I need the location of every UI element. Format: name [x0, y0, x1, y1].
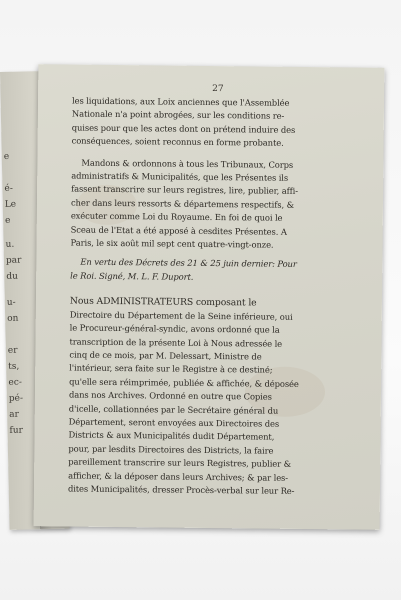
page-number: 27 [212, 84, 224, 95]
left-page-fragment: Le [4, 199, 17, 210]
text-line: Sceau de l'Etat a été apposé à cesdites Présentes. A [70, 224, 287, 237]
text-line: cher dans leurs ressorts & départemens respectifs, & [70, 197, 295, 210]
text-line: administratifs & Municipalités, que les Présentes ils [71, 170, 289, 183]
text-line: le Procureur-général-syndic, avons ordonné que la [69, 322, 280, 335]
paragraph-mandons [70, 156, 354, 253]
text-line: dans nos Archives. Ordonné en outre que Copies [68, 389, 272, 402]
left-page-fragment: on [7, 313, 19, 324]
left-page-fragment: e [5, 215, 11, 226]
paragraph-liquidations [72, 95, 356, 152]
text-line: pour, par lesdits Directoires des Districts, la faire [68, 443, 274, 456]
text-line: En vertu des Décrets des 21 & 25 juin dernier: Pour [80, 257, 297, 270]
left-page-fragment: u- [6, 297, 16, 308]
text-line: Paris, le six août mil sept cent quatre-vingt-onze. [70, 237, 274, 250]
text-line: quises pour que les actes dont on prétend induire des [71, 122, 296, 135]
paragraph-administrateurs [68, 295, 353, 499]
left-page-fragment: ts, [8, 361, 20, 372]
text-line: l'intérieur, sera faite sur le Registre à ce destiné; [69, 362, 273, 375]
page-content [67, 84, 355, 499]
text-line: Nous ADMINISTRATEURS composant le [69, 295, 257, 309]
text-line: d'icelle, collationnées par le Secrétaire général du [68, 403, 279, 416]
text-line: qu'elle sera réimprimée, publiée & affichée, & déposée [69, 376, 299, 389]
paragraph-decrets [70, 256, 353, 286]
left-page-fragment: er [7, 345, 18, 356]
left-page-fragment: e [3, 151, 10, 162]
left-page-fragment: du [6, 271, 18, 282]
text-line: fassent transcrire sur leurs registres, lire, publier, affi- [71, 183, 299, 197]
text-line: Directoire du Département de la Seine inférieure, oui [69, 309, 293, 322]
text-line: conséquences, soient reconnus en forme probante. [71, 135, 284, 148]
text-line: exécuter comme Loi du Royaume. En foi de quoi le [70, 210, 283, 224]
text-line: afficher, & la déposer dans leurs Archives; & par les- [68, 470, 289, 483]
text-line: Mandons & ordonnons à tous les Tribunaux, Corps [81, 157, 294, 170]
text-line: pareillement transcrire sur leurs Registres, publier & [68, 456, 292, 470]
left-page-fragment: u. [5, 239, 15, 250]
left-page-fragment: ar [9, 409, 19, 420]
left-page-fragment: par [5, 255, 22, 266]
text-line: les liquidations, aux Loix anciennes que l'Assemblée [71, 95, 290, 108]
left-page-fragment: pé- [8, 393, 24, 404]
text-line: Nationale n'a point abrogées, sur les conditions re- [71, 108, 285, 122]
left-page-fragment: é- [4, 183, 13, 194]
text-line: le Roi. Signé, M. L. F. Duport. [70, 270, 194, 282]
left-page-fragment: ec- [8, 377, 23, 388]
text-line: Districts & aux Municipalités dudit Département, [68, 429, 275, 443]
left-page-fragment: fur [9, 425, 24, 436]
text-line: dites Municipalités, dresser Procès-verbal sur leur Re- [67, 483, 295, 496]
document-page [34, 64, 385, 530]
text-line: transcription de la présente Loi à Nous adressée le [69, 336, 283, 349]
text-line: cinq de ce mois, par M. Delessart, Ministre de [69, 349, 262, 362]
text-line: Département, seront envoyées aux Directoires des [68, 416, 280, 429]
